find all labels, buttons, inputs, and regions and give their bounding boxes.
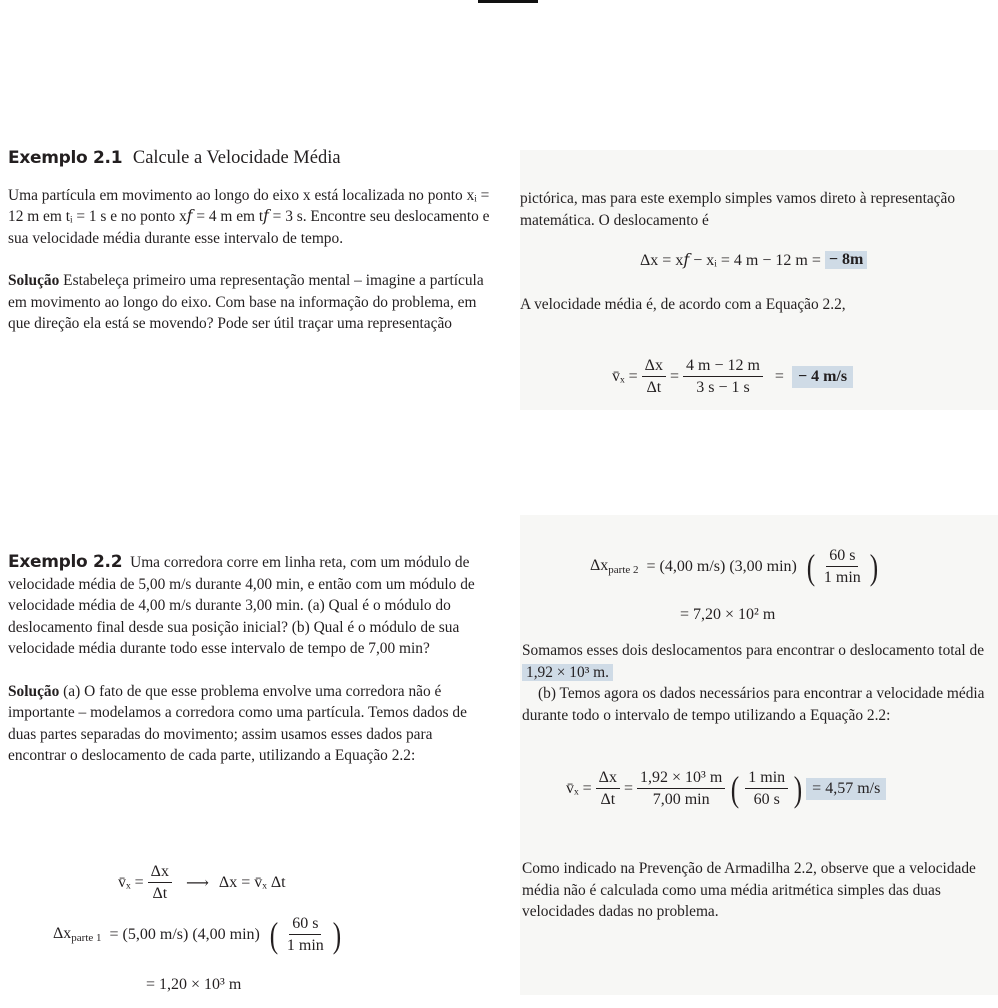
part-2-conversion xyxy=(821,546,864,587)
part-1-rhs: = (5,00 m/s) (4,00 min) xyxy=(109,925,260,943)
part-1-delta-x: Δx xyxy=(53,925,72,942)
example-2-1-label: Exemplo 2.1 xyxy=(8,148,123,168)
average-velocity-fraction-1-den: Δt xyxy=(600,791,616,808)
top-rule xyxy=(478,0,538,3)
close-paren-2: ) xyxy=(869,546,878,587)
example-2-2-right-column xyxy=(522,640,992,726)
example-2-1-left-column xyxy=(8,148,493,335)
close-paren-3: ) xyxy=(793,768,803,809)
example-2-1-right-text-1: pictórica, mas para este exemplo simples vamos direto à representação matemática. O deslocamento é xyxy=(520,190,956,229)
velocity-definition-equation xyxy=(118,862,286,903)
average-velocity-fraction-2-num: 1,92 × 10³ m xyxy=(637,768,725,789)
velocity-fraction-2-den: 3 s − 1 s xyxy=(696,379,750,396)
bleed-through-bottom xyxy=(520,515,998,995)
velocity-definition-num: Δx xyxy=(148,862,172,883)
sum-paragraph xyxy=(522,640,992,683)
part-2-equation xyxy=(590,546,880,587)
sum-value: 1,92 × 10³ m. xyxy=(522,664,613,681)
displacement-equation xyxy=(640,250,867,270)
example-2-2-intro-block xyxy=(8,552,493,660)
velocity-equation xyxy=(612,356,853,397)
example-2-2-solution xyxy=(8,681,493,767)
average-velocity-fraction-2 xyxy=(637,768,725,809)
part-b-paragraph: (b) Temos agora os dados necessários para encontrar a velocidade média durante todo o intervalo de tempo utilizando a Equação 2.2: xyxy=(522,685,985,724)
velocity-result: − 4 m/s xyxy=(792,366,853,388)
part-1-lhs xyxy=(53,925,102,944)
average-velocity-result-box: = 4,57 m/s xyxy=(806,778,886,800)
example-2-1-right-text-2: A velocidade média é, de acordo com a Equação 2.2, xyxy=(520,296,846,313)
example-2-1-right-text-2-block xyxy=(520,294,990,316)
part-2-conversion-den: 1 min xyxy=(823,569,861,586)
average-velocity-equation xyxy=(566,768,886,809)
part-2-lhs xyxy=(590,557,639,576)
velocity-equation-lhs: v̄ₓ = xyxy=(612,367,638,385)
displacement-equation-lhs: Δx = x𝑓 − xᵢ = 4 m − 12 m = xyxy=(640,252,821,269)
arrow-right-icon: ⟶ xyxy=(185,874,209,892)
example-2-1-heading xyxy=(8,148,493,170)
equals-sign: = xyxy=(669,367,679,385)
velocity-fraction-1-den: Δt xyxy=(646,379,662,396)
part-2-rhs: = (4,00 m/s) (3,00 min) xyxy=(646,557,797,575)
equals-sign-2: = xyxy=(774,367,784,385)
close-paren: ) xyxy=(332,914,341,955)
open-paren-2: ( xyxy=(806,546,816,587)
part-1-subscript: parte 1 xyxy=(71,932,102,944)
open-paren-3: ( xyxy=(731,768,740,809)
solution-label: Solução xyxy=(8,272,60,289)
average-velocity-conversion-den: 60 s xyxy=(753,791,780,808)
part-2-delta-x: Δx xyxy=(590,557,609,574)
part-1-conversion xyxy=(284,914,327,955)
part-1-conversion-den: 1 min xyxy=(286,937,324,954)
example-2-1-solution xyxy=(8,270,493,335)
example-2-1-title: Calcule a Velocidade Média xyxy=(132,148,341,168)
part-1-result-text: = 1,20 × 10³ m xyxy=(146,976,242,993)
part-2-conversion-num: 60 s xyxy=(826,546,858,567)
average-velocity-result: 4,57 m/s xyxy=(825,779,881,797)
velocity-fraction-2 xyxy=(683,356,763,397)
velocity-fraction-1-num: Δx xyxy=(642,356,666,377)
solution-text-2: (a) O fato de que esse problema envolve uma corredora não é importante – modelamos a corredora como uma partícula. Temos dados de duas partes separadas do movimento; assim usamos esses dados para encontrar o deslocamento de cada parte, utilizando a Equação 2.2: xyxy=(8,682,467,764)
part-2-result-text: = 7,20 × 10² m xyxy=(680,606,776,623)
closing-column xyxy=(522,858,992,923)
average-velocity-fraction-1-num: Δx xyxy=(596,768,620,789)
velocity-definition-fraction xyxy=(148,862,172,903)
solution-label-2: Solução xyxy=(8,682,60,700)
part-1-result xyxy=(146,976,241,994)
average-velocity-lhs: v̄ₓ = xyxy=(566,779,592,797)
part-2-subscript: parte 2 xyxy=(608,564,639,576)
average-velocity-fraction-1 xyxy=(596,768,620,809)
example-2-2-intro: Uma corredora corre em linha reta, com um módulo de velocidade média de 5,00 m/s durante 4,00 min, e então com um módulo de velocidade média de 4,00 m/s durante 3,00 min. (a) Qual é o módulo do deslocamento final desde sua posição inicial? (b) Qual é o módulo de sua velocidade média durante todo esse intervalo de tempo de 7,00 min? xyxy=(8,554,475,657)
displacement-result: − 8m xyxy=(825,251,867,269)
velocity-definition-den: Δt xyxy=(152,885,168,902)
open-paren: ( xyxy=(269,914,279,955)
velocity-fraction-1 xyxy=(642,356,666,397)
average-velocity-conversion-num: 1 min xyxy=(745,768,788,789)
example-2-2-label: Exemplo 2.2 xyxy=(8,552,123,572)
velocity-definition-lhs: v̄ₓ = xyxy=(118,873,144,891)
average-velocity-conversion xyxy=(745,768,788,809)
example-2-1-right-column xyxy=(520,188,990,231)
sum-text: Somamos esses dois deslocamentos para encontrar o deslocamento total de xyxy=(522,642,985,659)
example-2-2-left-column xyxy=(8,552,493,767)
velocity-fraction-2-num: 4 m − 12 m xyxy=(683,356,763,377)
part-1-conversion-num: 60 s xyxy=(289,914,321,935)
part-2-result xyxy=(680,606,775,624)
equals-sign-3: = xyxy=(623,779,633,797)
solution-text: Estabeleça primeiro uma representação mental – imagine a partícula em movimento ao longo do eixo. Com base na informação do problema, em que direção ela está se movendo? Pode ser útil traçar uma representação xyxy=(8,272,484,332)
closing-paragraph: Como indicado na Prevenção de Armadilha 2.2, observe que a velocidade média não é calculada como uma média aritmética simples das duas velocidades dadas no problema. xyxy=(522,860,976,920)
example-2-1-intro: Uma partícula em movimento ao longo do eixo x está localizada no ponto xᵢ = 12 m em tᵢ = 1 s e no ponto x𝑓 = 4 m em t𝑓 = 3 s. Encontre seu deslocamento e sua velocidade média durante esse intervalo de tempo. xyxy=(8,186,490,247)
velocity-definition-rhs: Δx = v̄ₓ Δt xyxy=(218,873,286,891)
average-velocity-fraction-2-den: 7,00 min xyxy=(652,791,710,808)
part-1-equation xyxy=(53,914,343,955)
